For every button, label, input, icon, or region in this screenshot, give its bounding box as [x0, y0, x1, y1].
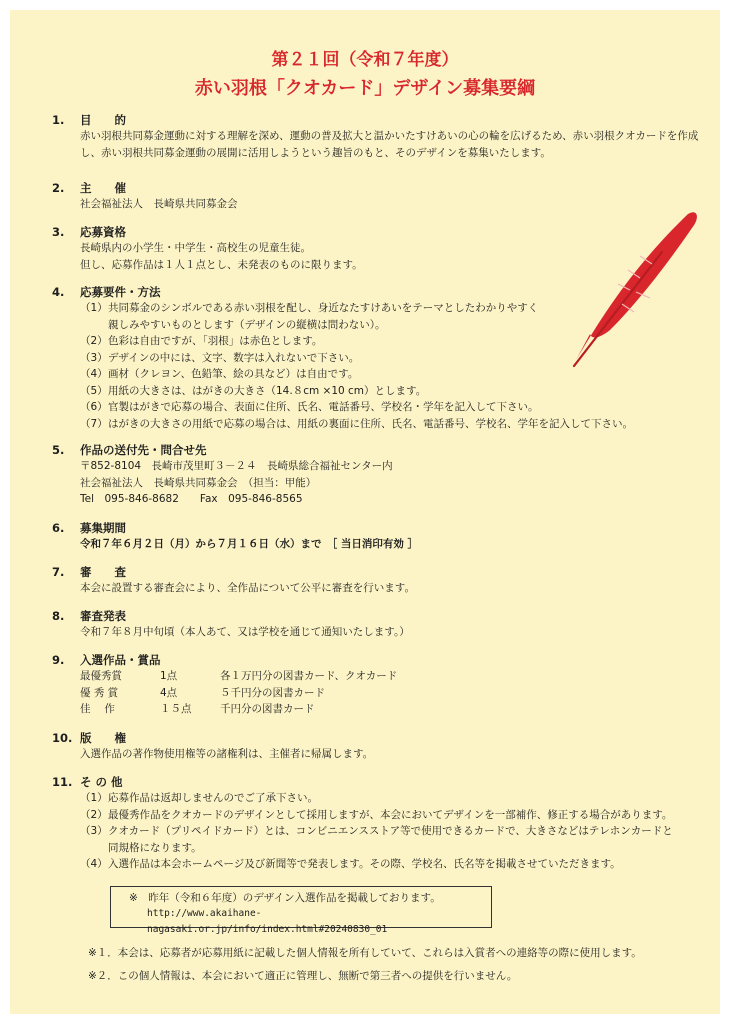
section-eligibility: 3. 応募資格 長崎県内の小学生・中学生・高校生の児童生徒。 但し、応募作品は１人１点とし、未発表のものに限ります。	[52, 224, 702, 273]
section-text: 但し、応募作品は１人１点とし、未発表のものに限ります。	[80, 258, 363, 271]
section-title: 入選作品・賞品	[80, 653, 161, 667]
document-page	[10, 10, 720, 1014]
footnote-1: ※１．本会は、応募者が応募用紙に記載した個人情報を所有していて、これらは入賞者への連絡等の際に使用します。	[88, 947, 642, 959]
phone-fax: Tel 095-846-8682 Fax 095-846-8565	[80, 493, 303, 505]
section-text: 令和７年８月中旬頃（本人あて、又は学校を通じて通知いたします。）	[80, 626, 410, 638]
list-item-continuation: 親しみやすいものとします（デザインの縦横は問わない）。	[108, 318, 386, 331]
list-item: （3） クオカード（プリペイドカード）とは、コンビニエンスストア等で使用できるカードで、大きさなどはテレホンカードと	[80, 825, 673, 837]
organization: 社会福祉法人 長崎県共同募金会 （担当：甲能）	[80, 476, 317, 489]
notice-text: ※ 昨年（令和６年度）のデザイン入選作品を掲載しております。	[129, 892, 441, 904]
section-announcement: 8. 審査発表 令和７年８月中旬頃（本人あて、又は学校を通じて通知いたします。）	[52, 608, 702, 641]
section-text: 本会に設置する審査会により、全作品について公平に審査を行います。	[80, 582, 415, 594]
section-text: 社会福祉法人 長崎県共同募金会	[80, 198, 238, 210]
section-title: 版 権	[80, 731, 126, 745]
prize-row: 優 秀 賞 4点 ５千円分の図書カード	[80, 686, 325, 699]
section-judging: 7. 審 査 本会に設置する審査会により、全作品について公平に審査を行います。	[52, 564, 702, 597]
footnote-2: ※２．この個人情報は、本会において適正に管理し、無断で第三者への提供を行いません。	[88, 970, 518, 982]
section-contact: 5. 作品の送付先・問合せ先 〒852-8104 長崎市茂里町３－２４ 長崎県総合福祉センター内 社会福祉法人 長崎県共同募金会 （担当：甲能） Tel 095-846-8682 Fax 095-846-8565	[52, 442, 702, 508]
list-item: （4） 入選作品は本会ホームページ及び新聞等で発表します。その際、学校名、氏名等を掲載させていただきます。	[80, 858, 621, 870]
notice-box	[110, 886, 492, 935]
list-item: （2） 最優秀作品をクオカードのデザインとして採用しますが、本会においてデザインを一部補作、修正する場合があります。	[80, 808, 673, 821]
title-line-1: 第２１回（令和７年度）	[271, 50, 459, 70]
section-other: 11. そ の 他 （1） 応募作品は返却しませんのでご了承下さい。 （2） 最優秀作品をクオカードのデザインとして採用しますが、本会においてデザインを一部補作、修正する場合があります。 （3） クオカード（プリペイドカード）とは、コンビニエンスストア等で使用できるカードで、大きさなどはテレホンカードと 同規格になります。 （4） 入選作品は本会ホームページ及び新聞等で発表します。その際、学校名、氏名等を掲載させていただきます。	[52, 774, 702, 873]
section-title: 応募要件・方法	[80, 285, 161, 299]
list-item: （7） はがきの大きさの用紙で応募の場合は、用紙の裏面に住所、氏名、電話番号、学校名、学年を記入して下さい。	[80, 417, 633, 430]
section-title: そ の 他	[80, 775, 123, 789]
list-item-continuation: 同規格になります。	[108, 841, 202, 854]
section-title: 審査発表	[80, 609, 126, 623]
prize-row: 最優秀賞 1点 各１万円分の図書カード、クオカード	[80, 670, 398, 682]
address: 〒852-8104 長崎市茂里町３－２４ 長崎県総合福祉センター内	[80, 460, 393, 472]
section-title: 審 査	[80, 565, 126, 579]
section-title: 目 的	[80, 113, 126, 127]
section-text: 赤い羽根共同募金運動に対する理解を深め、運動の普及拡大と温かいたすけあいの心の輪を広げるため、赤い羽根クオカードを作成し、赤い羽根共同募金運動の展開に活用しようという趣旨のもと、そのデザインを募集いたします。	[80, 130, 699, 159]
list-item: （1） 共同募金のシンボルである赤い羽根を配し、身近なたすけあいをテーマとしたわかりやすく	[80, 302, 539, 314]
section-prizes: 9. 入選作品・賞品 最優秀賞 1点 各１万円分の図書カード、クオカード 優 秀 賞 4点 ５千円分の図書カード 佳 作 １５点 千円分の図書カード	[52, 652, 702, 718]
list-item: （3） デザインの中には、文字、数字は入れないで下さい。	[80, 351, 360, 364]
section-title: 主 催	[80, 181, 126, 195]
section-text: 長崎県内の小学生・中学生・高校生の児童生徒。	[80, 242, 311, 254]
notice-url-link[interactable]: http://www.akaihane-nagasaki.or.jp/info/index.html#20240830_01	[147, 908, 388, 935]
section-purpose: 1. 目 的 赤い羽根共同募金運動に対する理解を深め、運動の普及拡大と温かいたすけあいの心の輪を広げるため、赤い羽根クオカードを作成し、赤い羽根共同募金運動の展開に活用しようという趣旨のもと、そのデザインを募集いたします。	[52, 112, 702, 161]
list-item: （4） 画材（クレヨン、色鉛筆、絵の具など）は自由です。	[80, 368, 359, 380]
section-copyright: 10. 版 権 入選作品の著作物使用権等の諸権利は、主催者に帰属します。	[52, 730, 702, 763]
section-title: 応募資格	[80, 225, 126, 239]
prize-row: 佳 作 １５点 千円分の図書カード	[80, 703, 315, 715]
list-item: （6） 官製はがきで応募の場合、表面に住所、氏名、電話番号、学校名・学年を記入して下さい。	[80, 401, 539, 413]
title-line-2: 赤い羽根「クオカード」デザイン募集要綱	[194, 78, 536, 99]
section-title: 作品の送付先・問合せ先	[80, 443, 207, 457]
section-period: 6. 募集期間 令和７年６月２日（月）から７月１６日（水）まで ［ 当日消印有効 ］	[52, 520, 702, 553]
list-item: （5） 用紙の大きさは、はがきの大きさ（14.８cm ×10 cm）とします。	[80, 384, 427, 397]
section-text: 入選作品の著作物使用権等の諸権利は、主催者に帰属します。	[80, 748, 374, 760]
section-organizer: 2. 主 催 社会福祉法人 長崎県共同募金会	[52, 180, 702, 213]
list-item: （2） 色彩は自由ですが、「羽根」は赤色とします。	[80, 335, 323, 347]
period-dates: 令和７年６月２日（月）から７月１６日（水）まで ［ 当日消印有効 ］	[80, 538, 419, 550]
section-title: 募集期間	[80, 521, 126, 535]
list-item: （1） 応募作品は返却しませんのでご了承下さい。	[80, 792, 318, 804]
section-requirements: 4. 応募要件・方法 （1） 共同募金のシンボルである赤い羽根を配し、身近なたすけあいをテーマとしたわかりやすく 親しみやすいものとします（デザインの縦横は問わない）。 （2） 色彩は自由ですが、「羽根」は赤色とします。 （3） デザインの中には、文字、数字は入れないで下さい。 （4） 画材（クレヨン、色鉛筆、絵の具など）は自由です。 （5） 用紙の大きさは、はがきの大きさ（14.８cm ×10 cm）とします。 （6） 官製はがきで応募の場合、表面に住所、氏名、電話番号、学校名・学年を記入して下さい。 （7） はがきの大きさの用紙で応募の場合は、用紙の裏面に住所、氏名、電話番号、学校名、学年を記入して下さい。	[52, 284, 702, 432]
